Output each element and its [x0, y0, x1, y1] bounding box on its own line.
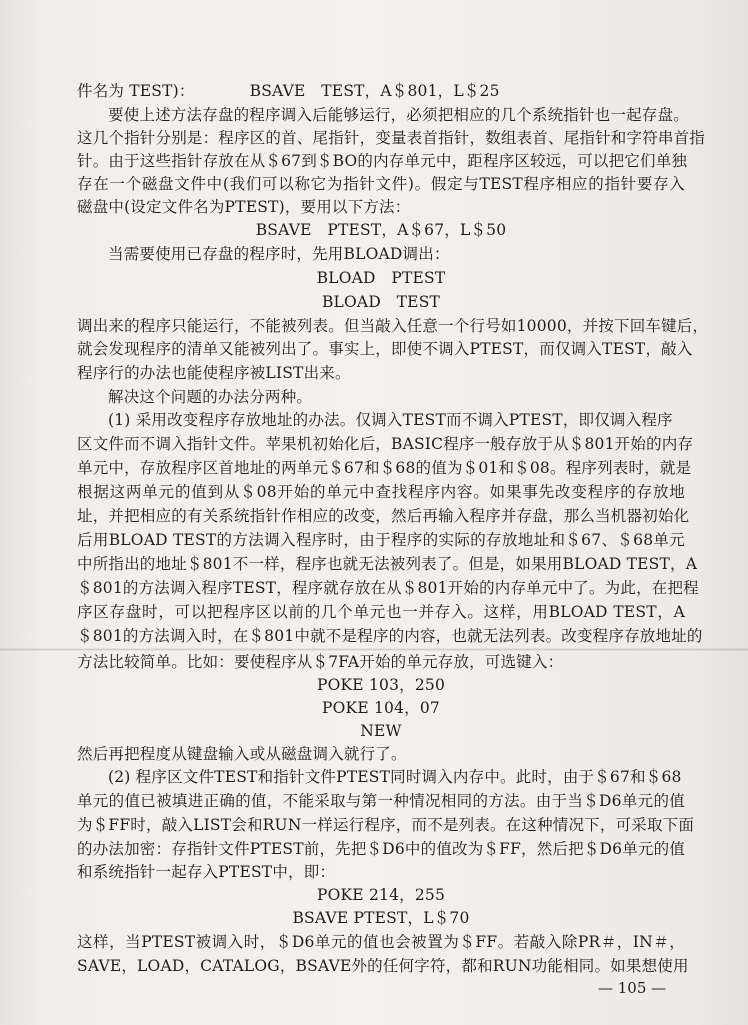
text-line: 序区存盘时，可以把程序区以前的几个单元也一并存入。这样，用BLOAD TEST，A: [77, 603, 685, 621]
code-line: POKE 103，250: [316, 676, 446, 694]
text-line: (1) 采用改变程序存放地址的办法。仅调入TEST而不调入PTEST，即仅调入程序: [108, 411, 673, 429]
code-line: BLOAD PTEST: [316, 269, 446, 287]
text-line: 区文件而不调入指针文件。苹果机初始化后，BASIC程序一般存放于从＄801开始的内存: [77, 435, 694, 453]
text-line: 程序行的办法也能使程序被LIST出来。: [77, 364, 351, 382]
text-line: 调出来的程序只能运行，不能被列表。但当敲入任意一个行号如10000，并按下回车键后，: [77, 317, 709, 335]
text-line: 根据这两单元的值到从＄08开始的单元中查找程序内容。如果事先改变程序的存放地: [77, 483, 685, 501]
text-line: 解决这个问题的办法分两种。: [108, 388, 313, 406]
text-line: 这几个指针分别是：程序区的首、尾指针，变量表首指针，数组表首、尾指针和字符串首指: [77, 129, 706, 147]
text-line: 存在一个磁盘文件中(我们可以称它为指针文件)。假定与TEST程序相应的指针要存入: [77, 175, 685, 193]
text-line: 要使上述方法存盘的程序调入后能够运行，必须把相应的几个系统指针也一起存盘。: [108, 106, 689, 124]
text-line: 的办法加密：存指针文件PTEST前，先把＄D6中的值改为＄FF，然后把＄D6单元的值: [77, 840, 686, 858]
code-line: BSAVE PTEST，A＄67，L＄50: [255, 221, 507, 239]
text-line: 和系统指针一起存入PTEST中，即：: [77, 863, 336, 881]
text-line: 件名为 TEST)： BSAVE TEST，A＄801，L＄25: [77, 82, 500, 100]
code-line: NEW: [360, 722, 402, 740]
text-line: 后用BLOAD TEST的方法调入程序时，由于程序的实际的存放地址和＄67、＄68单元: [77, 531, 685, 549]
text-line: 就会发现程序的清单又能被列出了。事实上，即使不调入PTEST，而仅调入TEST，敲入: [77, 340, 693, 358]
code-line: BLOAD TEST: [321, 293, 441, 311]
code-line: POKE 104，07: [322, 699, 440, 717]
code-line: BSAVE PTEST，L＄70: [292, 909, 470, 927]
text-line: 方法比较简单。比如：要使程序从＄7FA开始的单元存放，可选键入：: [77, 653, 564, 671]
text-line: 当需要使用已存盘的程序时，先用BLOAD调出：: [108, 245, 450, 263]
text-line: 址，并把相应的有关系统指针作相应的改变，然后再输入程序并存盘，那么当机器初始化: [77, 507, 690, 525]
page-number: — 105 —: [598, 979, 667, 997]
text-line: 单元中，存放程序区首地址的两单元＄67和＄68的值为＄01和＄08。程序列表时，就是: [77, 459, 692, 477]
text-line: 磁盘中(设定文件名为PTEST)，要用以下方法：: [77, 198, 411, 216]
text-line: 为＄FF时，敲入LIST会和RUN一样运行程序，而不是列表。在这种情况下，可采取下面: [77, 816, 695, 834]
text-line: ＄801的方法调入时，在＄801中就不是程序的内容，也就无法列表。改变程序存放地址的: [77, 627, 703, 645]
text-line: 这样，当PTEST被调入时，＄D6单元的值也会被置为＄FF。若敲入除PR＃，IN＃，: [77, 933, 685, 951]
text-line: (2) 程序区文件TEST和指针文件PTEST同时调入内存中。此时，由于＄67和＄68: [108, 768, 682, 786]
text-line: 单元的值已被填进正确的值，不能采取与第一种情况相同的方法。由于当＄D6单元的值: [77, 792, 685, 810]
text-line: SAVE，LOAD，CATALOG，BSAVE外的任何字符，都和RUN功能相同。如果想使用: [77, 957, 689, 975]
text-line: 中所指出的地址＄801不一样，程序也就无法被列表了。但是，如果用BLOAD TEST，A: [77, 555, 698, 573]
text-line: 然后再把程度从键盘输入或从磁盘调入就行了。: [77, 745, 407, 763]
code-line: POKE 214，255: [316, 886, 446, 904]
text-line: ＄801的方法调入程序TEST，程序就存放在从＄801开始的内存单元中了。为此，在把程: [77, 579, 699, 597]
text-line: 针。由于这些指针存放在从＄67到＄BO的内存单元中，距程序区较远，可以把它们单独: [77, 152, 688, 170]
